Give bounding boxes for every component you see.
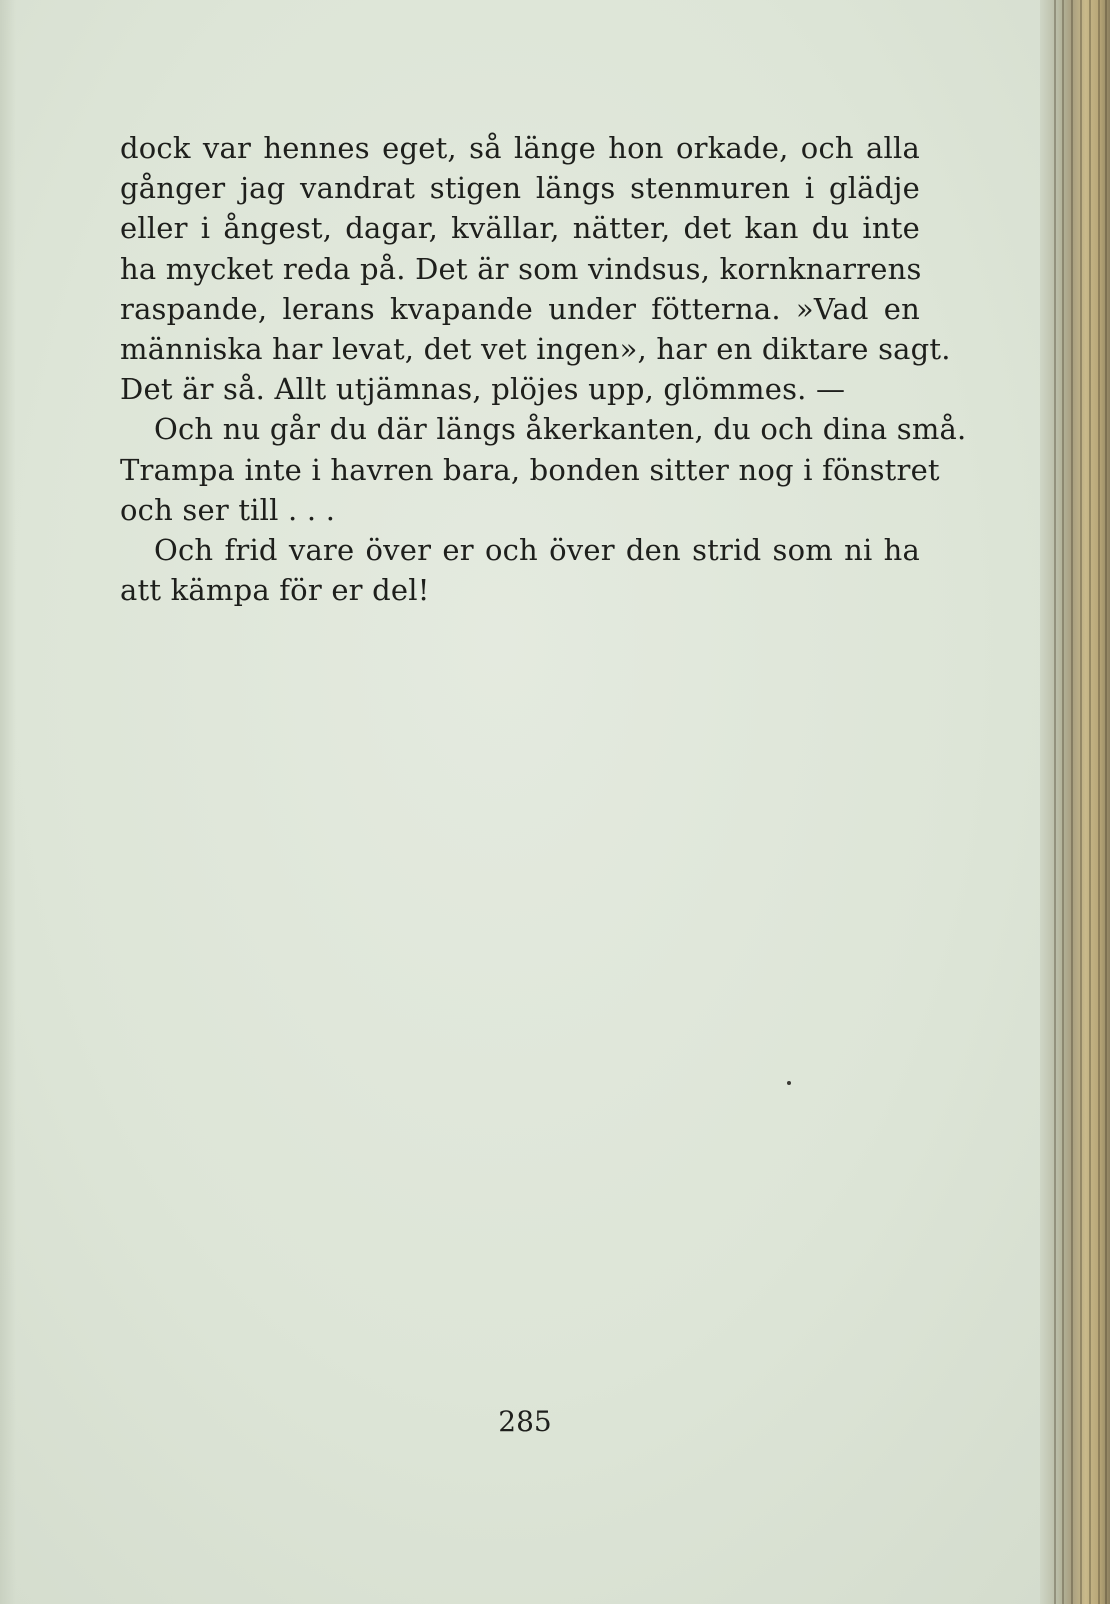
spine-shadow — [0, 0, 16, 1604]
edge-stripe — [1054, 0, 1056, 1604]
text-line: att kämpa för er del! — [120, 573, 430, 608]
edge-stripe — [1089, 0, 1091, 1604]
text-line: människa har levat, det vet ingen», har en diktare sagt. — [120, 332, 951, 367]
paragraph-3 — [120, 530, 920, 610]
text-line: Och frid vare över er och över den strid som ni ha — [154, 533, 920, 568]
page-edge-stack — [1040, 0, 1110, 1604]
text-line: raspande, lerans kvapande under fötterna. »Vad en — [120, 291, 920, 326]
text-line: Det är så. Allt utjämnas, plöjes upp, glömmes. — — [120, 372, 846, 407]
text-line: och ser till . . . — [120, 492, 336, 527]
edge-stripe — [1105, 0, 1107, 1604]
edge-stripe — [1062, 0, 1064, 1604]
edge-stripe — [1071, 0, 1073, 1604]
text-line: ha mycket reda på. Det är som vindsus, kornknarrens — [120, 251, 922, 286]
edge-stripe — [1098, 0, 1100, 1604]
text-line: dock var hennes eget, så länge hon orkade, och alla — [120, 131, 920, 165]
text-line: Och nu går du där längs åkerkanten, du och dina små. — [154, 412, 967, 447]
edge-stripe — [1080, 0, 1082, 1604]
text-line: Trampa inte i havren bara, bonden sitter nog i fönstret — [120, 452, 940, 487]
ink-speck — [787, 1081, 791, 1085]
paragraph-2 — [120, 409, 967, 530]
text-line: eller i ångest, dagar, kvällar, nätter, det kan du inte — [120, 211, 920, 246]
body-text — [120, 128, 967, 610]
paragraph-1 — [120, 128, 951, 409]
page-number: 285 — [498, 1405, 552, 1438]
text-line: gånger jag vandrat stigen längs stenmuren i glädje — [120, 171, 920, 206]
